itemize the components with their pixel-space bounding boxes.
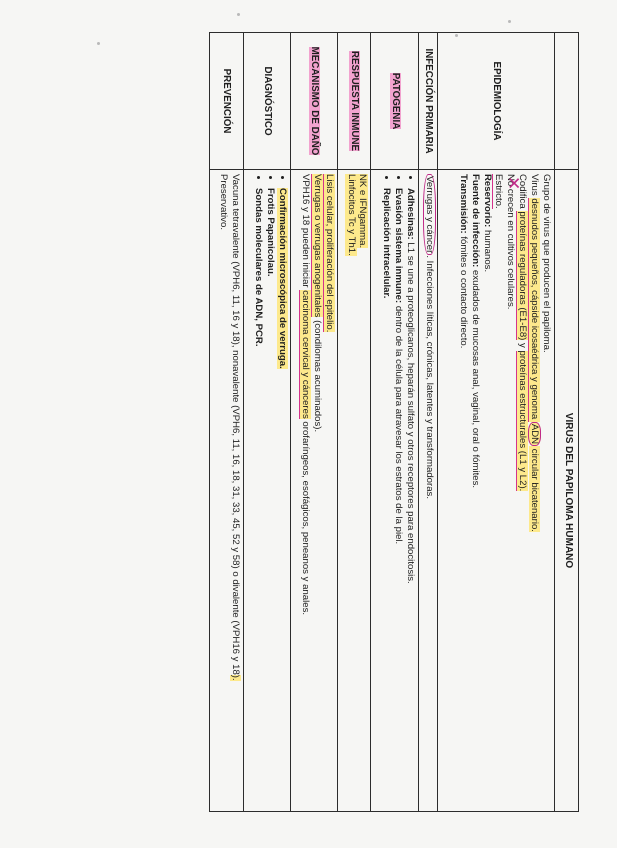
cell-prevencion: Vacuna tetravalente (VPH6, 11, 16 y 18), nonavalente (VPH6, 11, 16, 18, 31, 33, 45, 52 y 58) o divalente (VPH16 y 18). Preservativo. [210, 170, 244, 812]
list-item: • Confirmación microscópica de verruga. [276, 188, 288, 807]
scan-speck [237, 13, 240, 16]
list-item: • Frotis Papanicolau. [264, 188, 276, 807]
row-patogenia [371, 33, 418, 812]
epi-transmision: Transmisión: fómites o contacto directo. [458, 174, 470, 349]
row-mecanismo-de-dano [290, 33, 337, 812]
row-header-respuesta-inmune: RESPUESTA INMUNE [338, 33, 371, 170]
epi-line-4: No crecen en cultivo ✕s celulares. [504, 174, 516, 807]
respuesta-line-1: NK e IFNgamma. [357, 174, 369, 249]
epi-line-2: Virus desnudos pequeños, cápside icosaédrica y genoma ADN circular bicatenario. [528, 174, 540, 532]
cell-mecanismo-de-dano: Lisis celular, proliferación del epitelio. Verrugas o verrugas anogenitales (condilomas acuminados). VPH16 y 18 pueden iniciar carcinoma cervical y cánceres orofaríngeos, esofágicos, peneanos y anales. [290, 170, 337, 812]
epi-reservorio: Reservorio: humanos. [481, 174, 493, 273]
row-epidemiologia [438, 33, 554, 812]
title-row-blank-cell [554, 33, 578, 170]
epi-line-1: Grupo de virus que producen el papiloma. [540, 174, 552, 353]
epi-line-5: Estricto. [493, 174, 505, 209]
cell-diagnostico [243, 170, 290, 812]
cell-respuesta-inmune [338, 170, 371, 812]
row-header-prevencion: PREVENCIÓN [210, 33, 244, 170]
rotated-document-page [209, 32, 579, 812]
list-item: • Replicación intracelular. [380, 188, 392, 807]
row-header-patogenia: PATOGENIA [371, 33, 418, 170]
hpv-summary-table [209, 32, 579, 812]
row-header-infeccion-primaria: INFECCIÓN PRIMARIA [418, 33, 438, 170]
circled-adn: ADN [528, 423, 540, 445]
epi-line-3: Codifica proteínas reguladoras (E1-E8) y proteínas estructurales (L1 y L2). [517, 174, 529, 492]
row-header-mecanismo: MECANISMO DE DAÑO [290, 33, 337, 170]
mecanismo-line-1: Lisis celular, proliferación del epitelio. [324, 174, 336, 333]
scan-speck [508, 20, 511, 23]
scan-speck [97, 42, 100, 45]
list-item: • Sondas moleculares de ADN, PCR. [252, 188, 264, 807]
row-infeccion-primaria [418, 33, 438, 812]
cell-patogenia [371, 170, 418, 812]
prevencion-line-2: Preservativo. [217, 174, 229, 230]
row-prevencion [210, 33, 244, 812]
row-header-epidemiologia: EPIDEMIOLOGÍA [438, 33, 554, 170]
circled-verrugas-cancer: Verrugas y cáncer [424, 176, 436, 254]
respuesta-line-2: Linfocitos Tc y Th1. [345, 174, 357, 256]
cell-epidemiologia [438, 170, 554, 812]
list-item: • Adhesinas: L1 se une a proteoglicanos, heparán sulfato y otros receptores para endocitosis. [404, 188, 416, 807]
title-row [554, 33, 578, 812]
patogenia-list [380, 174, 415, 807]
row-diagnostico [243, 33, 290, 812]
list-item: • Evasión sistema inmune: dentro de la célula para atravesar los estratos de la piel. [392, 188, 404, 807]
diagnostico-list [252, 174, 287, 807]
row-respuesta-inmune [338, 33, 371, 812]
epi-fuente: Fuente de infección: exudados de mucosas anal, vaginal, oral o fómites. [469, 174, 481, 489]
row-header-diagnostico: DIAGNÓSTICO [243, 33, 290, 170]
crossed-out-text: No crecen en cultivo ✕ [505, 174, 516, 261]
table-title: VIRUS DEL PAPILOMA HUMANO [554, 170, 578, 812]
cell-infeccion-primaria: Verrugas y cáncer. Infecciones líticas, crónicas, latentes y transformadoras. [418, 170, 438, 812]
